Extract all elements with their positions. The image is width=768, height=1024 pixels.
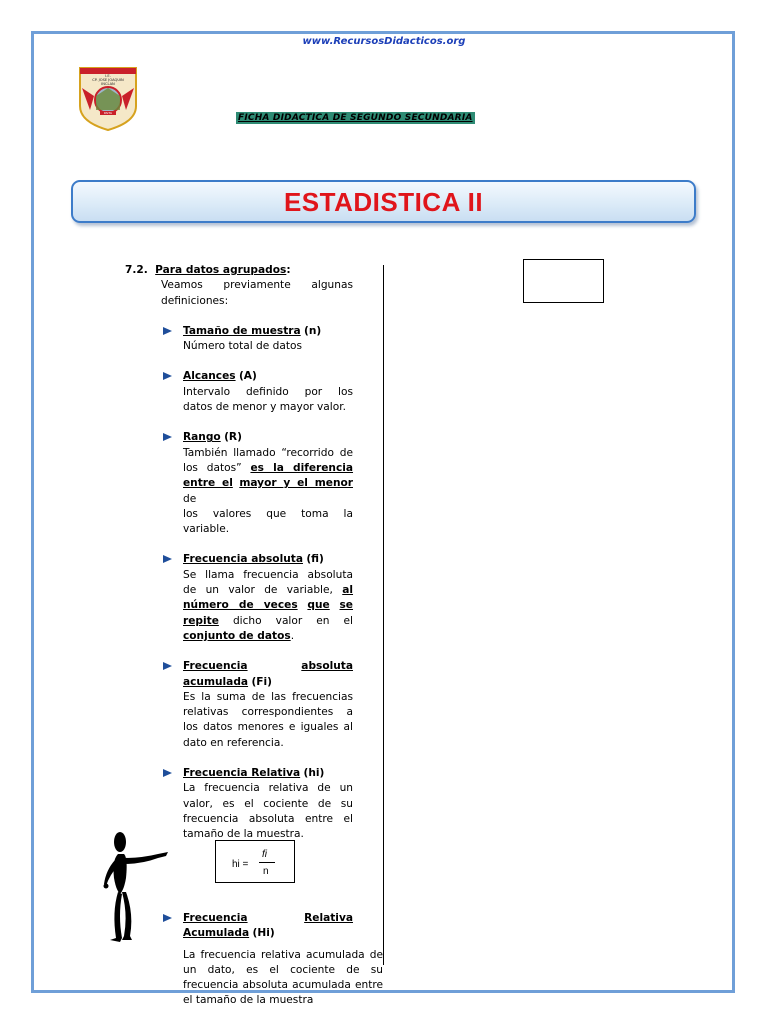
intro-line-1: Veamos previamente algunas <box>161 279 353 292</box>
item-rango: Rango (R) También llamado “recorrido de los datos” es la diferencia entre el mayor y el menor de los valores que toma la variable. <box>125 430 353 537</box>
arrow-bullet-icon <box>163 914 172 922</box>
content-column <box>125 263 353 843</box>
school-logo <box>76 66 140 132</box>
arrow-bullet-icon <box>163 372 172 380</box>
formula-denominator: n <box>263 866 269 877</box>
formula-box <box>215 840 295 883</box>
item-frecuencia-relativa-acumulada: Frecuencia Relativa Acumulada (Hi) La frecuencia relativa acumulada de un dato, es el cociente de su frecuencia absoluta acumulada entre el tamaño de la muestra <box>125 911 383 1009</box>
arrow-bullet-icon <box>163 433 172 441</box>
section-heading: 7.2. Para datos agrupados: <box>125 264 291 276</box>
formula-numerator: fi <box>262 849 267 860</box>
empty-box <box>523 259 604 303</box>
title-banner <box>71 180 696 223</box>
site-url[interactable]: www.RecursosDidacticos.org <box>302 36 466 47</box>
arrow-bullet-icon <box>163 327 172 335</box>
formula-lhs: hi = <box>232 859 249 870</box>
item-frecuencia-absoluta: Frecuencia absoluta (fi) Se llama frecuencia absoluta de un valor de variable, al número de veces que se repite dicho valor en el conjunto de datos. <box>125 552 353 644</box>
fraction-bar <box>259 862 275 863</box>
svg-text:INCLAN: INCLAN <box>101 82 115 86</box>
item-alcances: Alcances (A) Intervalo definido por los datos de menor y mayor valor. <box>125 369 353 415</box>
arrow-bullet-icon <box>163 555 172 563</box>
arrow-bullet-icon <box>163 662 172 670</box>
intro-line-2: definiciones: <box>161 294 229 307</box>
item-frecuencia-absoluta-acumulada: Frecuencia absoluta acumulada (Fi) Es la suma de las frecuencias relativas correspondientes a los datos menores e iguales al dato en referencia. <box>125 659 353 751</box>
column-divider <box>383 265 384 965</box>
svg-text:I.E.: I.E. <box>105 74 111 78</box>
item-frecuencia-relativa: Frecuencia Relativa (hi) La frecuencia relativa de un valor, es el cociente de su frecuencia absoluta entre el tamaño de la muestra. <box>125 766 353 842</box>
page-title: ESTADISTICA II <box>283 187 484 217</box>
item-tamano: Tamaño de muestra (n) Número total de datos <box>125 324 353 355</box>
svg-text:PAITA: PAITA <box>103 111 113 116</box>
arrow-bullet-icon <box>163 769 172 777</box>
svg-text:CP. JOSE JOAQUIN: CP. JOSE JOAQUIN <box>92 78 124 82</box>
ficha-title: FICHA DIDACTICA DE SEGUNDO SECUNDARIA <box>238 113 473 123</box>
